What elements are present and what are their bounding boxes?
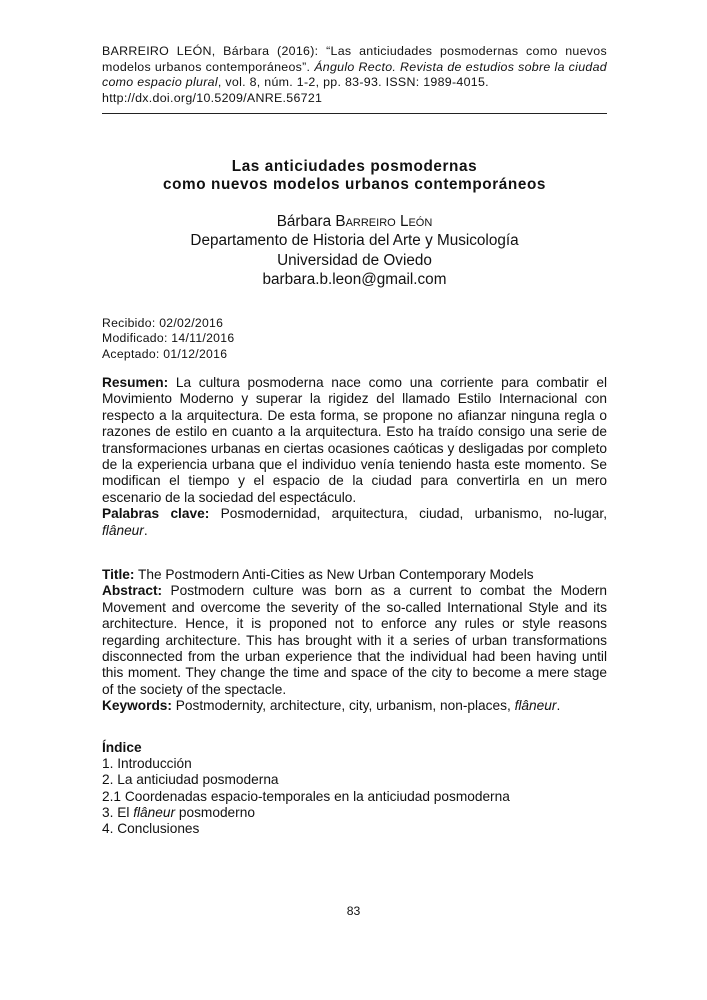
abstract-spanish — [102, 375, 607, 539]
index-item-flaneur-suffix: posmoderno — [175, 804, 255, 820]
citation-author: BARREIRO LEÓN, Bárbara (2016): — [102, 44, 327, 58]
index-item-flaneur — [102, 805, 607, 821]
abstract-text: Postmodern culture was born as a current to combat the Modern Movement and overcome the severity of the so-called International Style and its architecture. Hence, it is proponed not to enforce any rules or style reasons regarding architecture. This has brought with it a series of urban transformations disconnected from the urban experience that the individual had been having until this moment. They change the time and space of the city to become a mere stage of the society of the spectacle. — [102, 583, 607, 697]
index-item-introduccion: 1. Introducción — [102, 756, 192, 772]
index-heading: Índice — [102, 740, 142, 755]
title-line-2: como nuevos modelos urbanos contemporáneos — [162, 176, 547, 193]
index-item-flaneur-italic: flâneur — [133, 804, 176, 820]
abstract-paragraph — [102, 583, 607, 698]
date-modified: Modificado: 14/11/2016 — [102, 331, 235, 346]
palabras-clave-paragraph — [102, 506, 607, 539]
keywords-italic: flâneur — [514, 698, 557, 714]
palabras-clave-italic: flâneur — [102, 522, 144, 538]
keywords-end: . — [556, 698, 561, 714]
journal-name: Ángulo Recto. Revista de estudios sobre la ciudad como espacio plural — [102, 59, 607, 89]
title-line-1: Las anticiudades posmodernas — [231, 158, 478, 175]
date-accepted: Aceptado: 01/12/2016 — [102, 346, 228, 361]
author-given-name: Bárbara — [276, 213, 336, 230]
index-item-coordenadas: 2.1 Coordenadas espacio-temporales en la anticiudad posmoderna — [102, 788, 510, 804]
abstract-english — [102, 567, 607, 715]
palabras-clave-text: Posmodernidad, arquitectura, ciudad, urbanismo, no-lugar, — [209, 506, 608, 522]
keywords-label: Keywords: — [102, 698, 172, 714]
date-received: Recibido: 02/02/2016 — [102, 316, 224, 330]
index-item-anticiudad: 2. La anticiudad posmoderna — [102, 772, 279, 788]
keywords-text: Postmodernity, architecture, city, urbanism, non-places, — [171, 698, 515, 714]
citation-title: “Las anticiudades posmodernas como nuevos modelos urbanos contemporáneos”. — [102, 44, 607, 74]
abstract-label: Abstract: — [102, 583, 163, 599]
header-divider — [102, 113, 607, 114]
citation-header — [102, 44, 607, 106]
citation-details: , vol. 8, núm. 1-2, pp. 83-93. ISSN: 1989-4015. — [217, 75, 489, 89]
table-of-contents — [102, 740, 607, 837]
english-title-paragraph — [102, 567, 607, 583]
resumen-text: La cultura posmoderna nace como una corriente para combatir el Movimiento Moderno y superar la rigidez del llamado Estilo Internacional con respecto a la arquitectura. De esta forma, se propone no afianzar ninguna regla o razones de estilo en cuanto a la arquitectura. Esto ha traído consigo una serie de transformaciones urbanas en ciertas ocasiones caóticas y desligadas por completo de la experiencia urbana que el individuo venía teniendo hasta este momento. Se modifican el tiempo y el espacio de la ciudad para convertirla en un mero escenario de la sociedad del espectáculo. — [102, 375, 607, 505]
author-name — [102, 212, 607, 231]
page-number: 83 — [346, 904, 361, 918]
keywords-paragraph — [102, 698, 607, 714]
doi-link[interactable]: http://dx.doi.org/10.5209/ANRE.56721 — [102, 90, 323, 105]
title-label: Title: — [102, 567, 135, 582]
author-surname: Barreiro León — [335, 213, 433, 230]
index-item-flaneur-prefix: 3. El — [102, 804, 134, 820]
palabras-clave-label: Palabras clave: — [102, 506, 210, 522]
index-item-conclusiones: 4. Conclusiones — [102, 821, 200, 837]
author-university: Universidad de Oviedo — [277, 251, 432, 269]
palabras-clave-end: . — [143, 522, 148, 538]
author-email[interactable]: barbara.b.leon@gmail.com — [262, 271, 447, 289]
english-title: The Postmodern Anti-Cities as New Urban Contemporary Models — [134, 567, 534, 582]
resumen-paragraph — [102, 375, 607, 506]
submission-dates — [102, 316, 607, 362]
author-block — [102, 212, 607, 290]
author-department: Departamento de Historia del Arte y Musicología — [190, 232, 519, 250]
article-title — [102, 158, 607, 194]
resumen-label: Resumen: — [102, 375, 169, 390]
